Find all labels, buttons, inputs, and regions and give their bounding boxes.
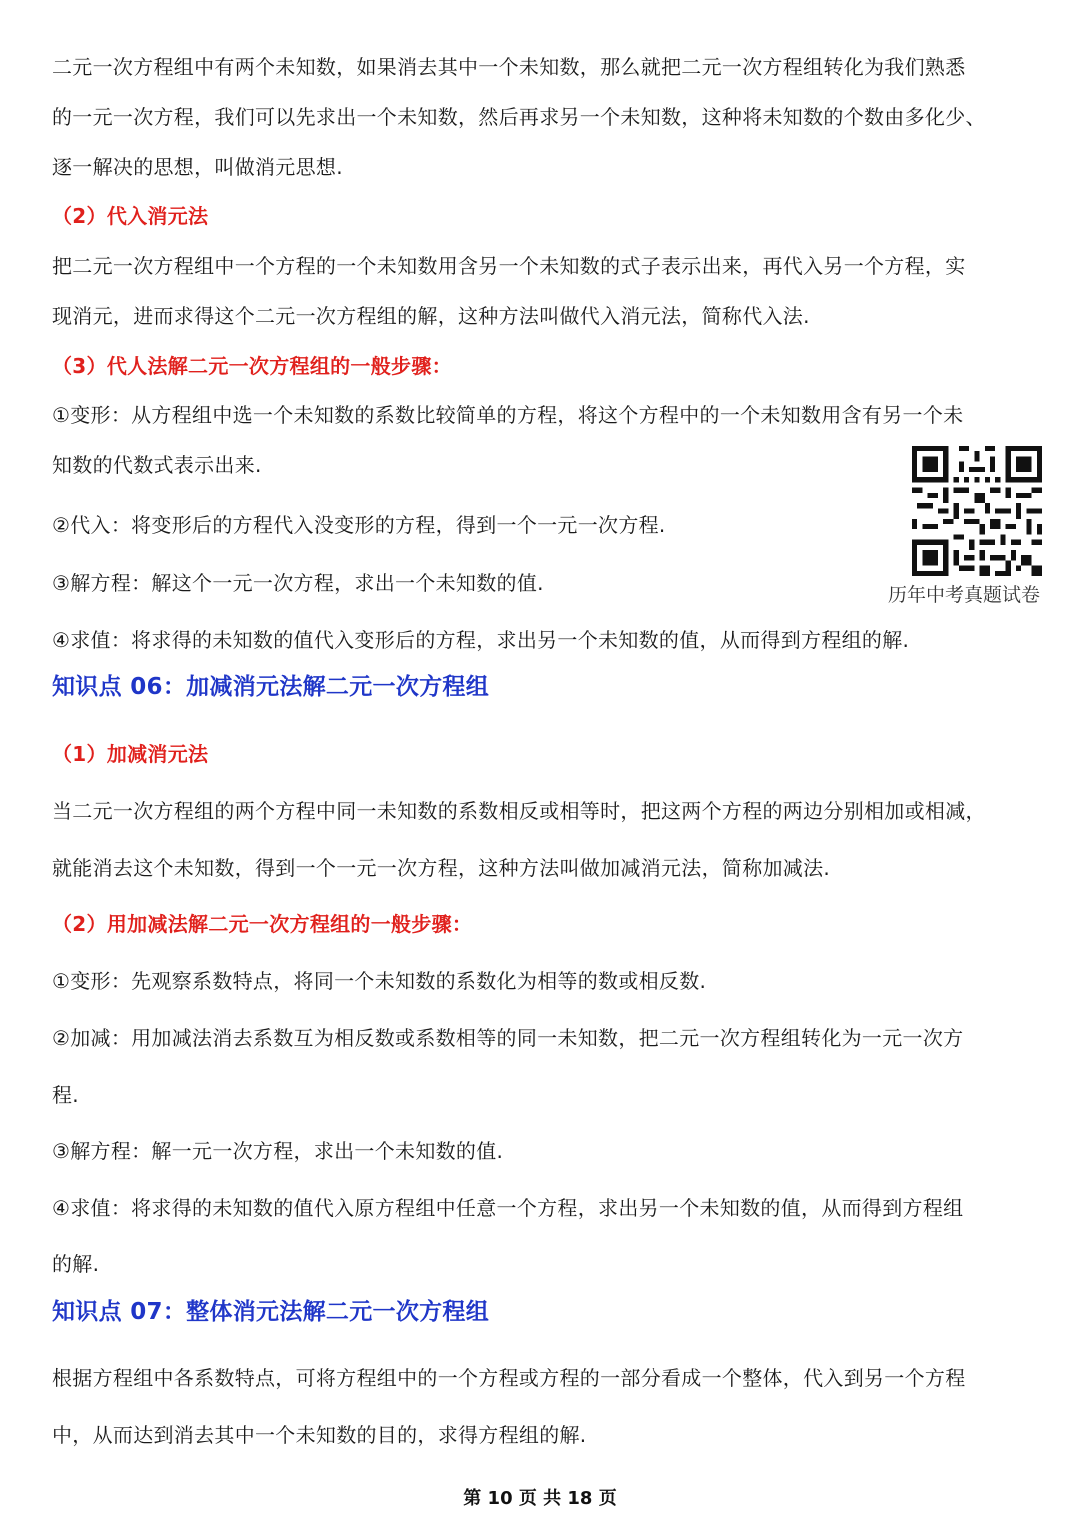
elimination-line-2: 就能消去这个未知数，得到一个一元一次方程，这种方法叫做加减消元法，简称加减法. [52,856,831,880]
substitution-line-2: 现消元，进而求得这个二元一次方程组的解，这种方法叫做代入消元法，简称代入法. [52,304,810,328]
substitution-step-1a: ①变形：从方程组中选一个未知数的系数比较简单的方程，将这个方程中的一个未知数用含有另一个未 [52,403,964,427]
substitution-line-1: 把二元一次方程组中一个方程的一个未知数用含另一个未知数的式子表示出来，再代入另一个方程，实 [52,254,966,278]
whole-elimination-line-1: 根据方程组中各系数特点，可将方程组中的一个方程或方程的一部分看成一个整体，代入到另一个方程 [52,1366,966,1390]
sub-heading-elimination: （1）加减消元法 [52,742,209,766]
substitution-step-2: ②代入：将变形后的方程代入没变形的方程，得到一个一元一次方程. [52,513,666,537]
elimination-step-2a: ②加减：用加减法消去系数互为相反数或系数相等的同一未知数，把二元一次方程组转化为一元一次方 [52,1026,964,1050]
elimination-step-4a: ④求值：将求得的未知数的值代入原方程组中任意一个方程，求出另一个未知数的值，从而得到方程组 [52,1196,964,1220]
qr-code[interactable] [912,446,1042,576]
substitution-step-3: ③解方程：解这个一元一次方程，求出一个未知数的值. [52,571,544,595]
intro-line-3: 逐一解决的思想，叫做消元思想. [52,155,343,179]
sub-heading-elimination-steps: （2）用加减法解二元一次方程组的一般步骤： [52,912,473,936]
intro-line-1: 二元一次方程组中有两个未知数，如果消去其中一个未知数，那么就把二元一次方程组转化为我们熟悉 [52,55,966,79]
sub-heading-substitution-steps: （3）代人法解二元一次方程组的一般步骤： [52,354,452,378]
section-title-07: 知识点 07：整体消元法解二元一次方程组 [52,1299,490,1325]
elimination-step-1: ①变形：先观察系数特点，将同一个未知数的系数化为相等的数或相反数. [52,969,707,993]
elimination-step-2b: 程. [52,1083,79,1107]
page-number: 第 10 页 共 18 页 [463,1488,617,1509]
substitution-step-1b: 知数的代数式表示出来. [52,453,262,477]
elimination-step-4b: 的解. [52,1252,100,1276]
elimination-line-1: 当二元一次方程组的两个方程中同一未知数的系数相反或相等时，把这两个方程的两边分别相加或相减， [52,799,986,823]
qr-caption: 历年中考真题试卷 [888,584,1041,606]
elimination-step-3: ③解方程：解一元一次方程，求出一个未知数的值. [52,1139,504,1163]
substitution-step-4: ④求值：将求得的未知数的值代入变形后的方程，求出另一个未知数的值，从而得到方程组的解. [52,628,910,652]
section-title-06: 知识点 06：加减消元法解二元一次方程组 [52,674,490,700]
whole-elimination-line-2: 中，从而达到消去其中一个未知数的目的，求得方程组的解. [52,1423,587,1447]
intro-line-2: 的一元一次方程，我们可以先求出一个未知数，然后再求另一个未知数，这种将未知数的个数由多化少、 [52,105,986,129]
sub-heading-substitution: （2）代入消元法 [52,204,209,228]
